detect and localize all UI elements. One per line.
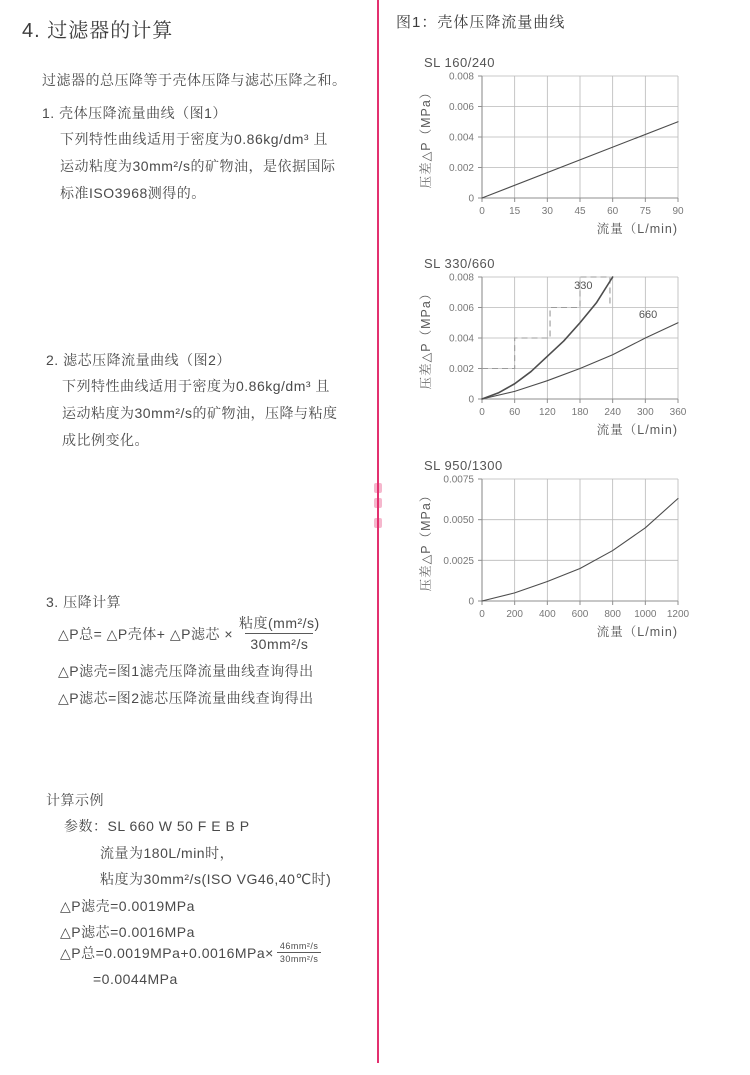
chart-title-sl-950-1300: SL 950/1300	[424, 458, 503, 473]
svg-text:0: 0	[468, 394, 474, 406]
section2-line1: 下列特性曲线适用于密度为0.86kg/dm³ 且	[62, 378, 330, 394]
svg-text:0.008: 0.008	[448, 272, 474, 284]
chart-block-sl-330-660	[382, 256, 702, 442]
section1-body	[60, 126, 370, 207]
svg-text:压差△P（MPa）: 压差△P（MPa）	[419, 286, 433, 390]
divider-ink-mark	[374, 498, 382, 508]
section2-heading: 2. 滤芯压降流量曲线（图2）	[46, 352, 231, 368]
svg-text:0.004: 0.004	[448, 333, 474, 345]
formula-fraction	[239, 613, 320, 654]
chart-block-sl-950-1300	[382, 458, 702, 644]
section1-heading: 1. 壳体压降流量曲线（图1）	[42, 105, 227, 121]
svg-text:0: 0	[468, 596, 474, 608]
divider-ink-mark	[374, 518, 382, 528]
svg-text:200: 200	[506, 609, 524, 620]
formula-numerator: 粘度(mm²/s)	[239, 615, 320, 631]
example-dp-total-denominator: 30mm²/s	[277, 952, 322, 965]
section1-line3: 标准ISO3968测得的。	[60, 185, 206, 201]
svg-text:90: 90	[672, 206, 684, 217]
section1-line1: 下列特性曲线适用于密度为0.86kg/dm³ 且	[60, 131, 328, 147]
svg-text:45: 45	[574, 206, 586, 217]
svg-text:0: 0	[468, 193, 474, 205]
example-viscosity: 粘度为30mm²/s(ISO VG46,40℃时)	[100, 871, 332, 887]
svg-text:60: 60	[607, 206, 619, 217]
svg-text:15: 15	[509, 206, 521, 217]
example-dp-total	[60, 940, 321, 965]
example-heading: 计算示例	[46, 792, 104, 808]
figure1-header: 图1：壳体压降流量曲线	[396, 14, 566, 31]
svg-text:120: 120	[538, 407, 556, 418]
svg-text:流量（L/min): 流量（L/min)	[596, 222, 678, 236]
svg-text:0.002: 0.002	[448, 364, 474, 375]
section3-heading: 3. 压降计算	[46, 594, 122, 610]
svg-text:300: 300	[636, 407, 654, 418]
svg-text:1200: 1200	[666, 609, 690, 620]
section2-line3: 成比例变化。	[62, 432, 149, 448]
example-flow: 流量为180L/min时，	[100, 845, 235, 861]
svg-text:330: 330	[574, 280, 593, 293]
section3-note1: △P滤壳=图1滤壳压降流量曲线查询得出	[58, 663, 314, 679]
example-dp-total-numerator: 46mm²/s	[279, 941, 319, 951]
example-dp-shell: △P滤壳=0.0019MPa	[60, 898, 195, 914]
svg-text:400: 400	[538, 609, 556, 620]
svg-text:1000: 1000	[634, 609, 657, 620]
svg-text:0: 0	[479, 609, 485, 620]
svg-text:0.004: 0.004	[448, 132, 474, 144]
example-dp-element: △P滤芯=0.0016MPa	[60, 924, 195, 940]
formula-lhs: △P总= △P壳体+ △P滤芯 ×	[58, 625, 234, 642]
svg-text:0.0025: 0.0025	[443, 555, 474, 567]
svg-text:660: 660	[638, 309, 658, 322]
svg-text:800: 800	[604, 609, 622, 620]
svg-text:流量（L/min): 流量（L/min)	[596, 625, 678, 639]
svg-text:0.0075: 0.0075	[443, 474, 474, 486]
chart-sl-330-660	[382, 271, 702, 437]
svg-text:压差△P（MPa）: 压差△P（MPa）	[419, 488, 433, 592]
svg-text:0.006: 0.006	[448, 303, 474, 314]
svg-text:60: 60	[509, 407, 521, 418]
svg-text:75: 75	[639, 206, 651, 217]
intro-paragraph: 过滤器的总压降等于壳体压降与滤芯压降之和。	[42, 72, 347, 88]
section3-note2: △P滤芯=图2滤芯压降流量曲线查询得出	[58, 690, 314, 706]
example-dp-total-lhs: △P总=0.0019MPa+0.0016MPa×	[60, 944, 274, 961]
svg-text:30: 30	[541, 206, 553, 217]
svg-text:0: 0	[479, 407, 485, 418]
page-title: 4. 过滤器的计算	[22, 20, 174, 42]
chart-block-sl-160-240	[382, 55, 702, 241]
example-dp-total-fraction	[277, 940, 322, 965]
svg-text:压差△P（MPa）: 压差△P（MPa）	[419, 85, 433, 189]
svg-text:360: 360	[669, 407, 687, 418]
svg-text:流量（L/min): 流量（L/min)	[596, 423, 678, 437]
divider-ink-mark	[374, 483, 382, 493]
svg-text:0.008: 0.008	[448, 71, 474, 83]
svg-text:0: 0	[479, 206, 485, 217]
svg-text:180: 180	[571, 407, 589, 418]
section3-notes	[58, 658, 378, 712]
chart-title-sl-330-660: SL 330/660	[424, 256, 496, 271]
section1-line2: 运动粘度为30mm²/s的矿物油，是依据国际	[60, 158, 336, 174]
svg-text:240: 240	[604, 407, 622, 418]
section2-body	[62, 373, 372, 454]
pressure-drop-formula	[58, 613, 320, 654]
chart-title-sl-160-240: SL 160/240	[424, 55, 496, 70]
section2-line2: 运动粘度为30mm²/s的矿物油，压降与粘度	[62, 405, 338, 421]
svg-text:0.002: 0.002	[448, 163, 474, 174]
example-params: 参数：SL 660 W 50 F E B P	[64, 818, 250, 834]
column-divider-line	[377, 0, 379, 1063]
chart-sl-160-240	[382, 70, 702, 236]
svg-text:0.0050: 0.0050	[443, 515, 474, 527]
formula-denominator: 30mm²/s	[245, 633, 313, 654]
example-dp-result: =0.0044MPa	[93, 971, 178, 987]
svg-text:0.006: 0.006	[448, 102, 474, 113]
chart-sl-950-1300	[382, 473, 702, 639]
svg-text:600: 600	[571, 609, 589, 620]
